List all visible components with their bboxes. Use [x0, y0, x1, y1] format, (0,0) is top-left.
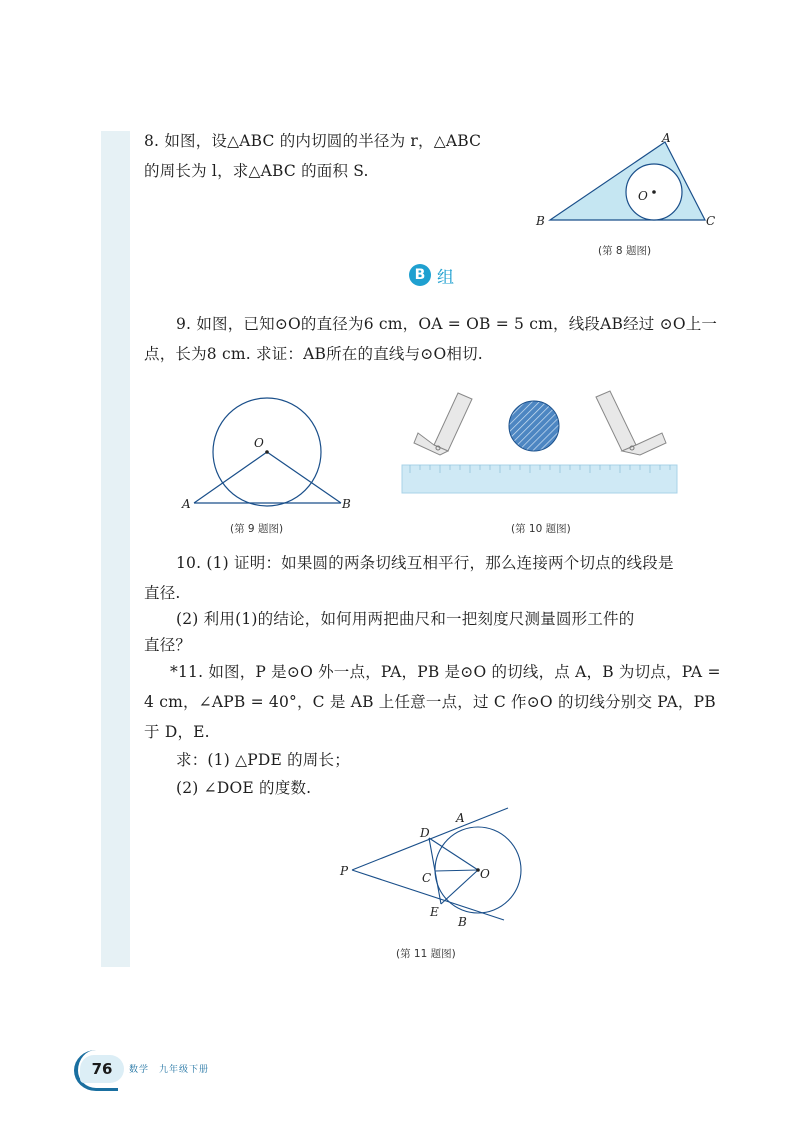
q8-figure [530, 130, 720, 230]
q8-label-A: A [662, 131, 671, 145]
q11-label-D: D [420, 826, 430, 840]
q9-figure [180, 395, 360, 510]
q11-label-P: P [340, 864, 349, 878]
q8-line-1: 8. 如图，设△ABC 的内切圆的半径为 r，△ABC [144, 132, 482, 150]
left-square-ruler [414, 393, 472, 455]
q11-line-1: *11. 如图，P 是⊙O 外一点，PA，PB 是⊙O 的切线，点 A，B 为切点，PA = [170, 663, 721, 681]
group-title: 组 [437, 267, 454, 288]
q10-caption: (第 10 题图) [511, 523, 571, 535]
q11-line-5: (2) ∠DOE 的度数. [176, 779, 312, 797]
q9-label-O: O [254, 436, 264, 450]
round-workpiece [509, 401, 559, 451]
q9-label-A: A [182, 497, 191, 511]
page-number: 76 [80, 1055, 124, 1083]
margin-sidebar [101, 131, 130, 967]
q9-line-2: 点，长为8 cm. 求证：AB所在的直线与⊙O相切. [144, 345, 483, 363]
right-square-ruler [596, 391, 666, 455]
group-badge: B [409, 264, 431, 286]
q9-line-1: 9. 如图，已知⊙O的直径为6 cm，OA = OB = 5 cm，线段AB经过 ⊙O上一 [176, 315, 718, 333]
q8-caption: (第 8 题图) [598, 245, 652, 257]
q9-caption: (第 9 题图) [230, 523, 284, 535]
book-title: 数学 九年级下册 [129, 1065, 210, 1075]
q11-caption: (第 11 题图) [396, 948, 456, 960]
q11-label-B: B [458, 915, 467, 929]
q11-line-3: 于 D，E. [144, 723, 210, 741]
q8-label-B: B [536, 214, 545, 228]
q11-label-E: E [430, 905, 439, 919]
q8-line-2: 的周长为 l，求△ABC 的面积 S. [144, 162, 369, 180]
q11-line-4: 求：(1) △PDE 的周长； [176, 751, 350, 769]
q10-line-2: 直径. [144, 584, 181, 602]
q10-line-4: 直径？ [144, 636, 192, 654]
q11-label-A: A [456, 811, 465, 825]
q11-label-C: C [422, 871, 432, 885]
q8-label-C: C [706, 214, 716, 228]
measuring-ruler [402, 465, 677, 493]
q10-figure [400, 385, 680, 497]
q8-label-O: O [638, 189, 648, 203]
q11-label-O: O [480, 867, 490, 881]
group-b-heading [409, 262, 454, 288]
q9-label-B: B [342, 497, 351, 511]
q10-line-1: 10. (1) 证明：如果圆的两条切线互相平行，那么连接两个切点的线段是 [176, 554, 674, 572]
q11-figure [338, 808, 518, 928]
q10-line-3: (2) 利用(1)的结论，如何用两把曲尺和一把刻度尺测量圆形工件的 [176, 610, 635, 628]
q11-line-2: 4 cm，∠APB = 40°，C 是 AB 上任意一点，过 C 作⊙O 的切线分别交 PA，PB [144, 693, 716, 711]
